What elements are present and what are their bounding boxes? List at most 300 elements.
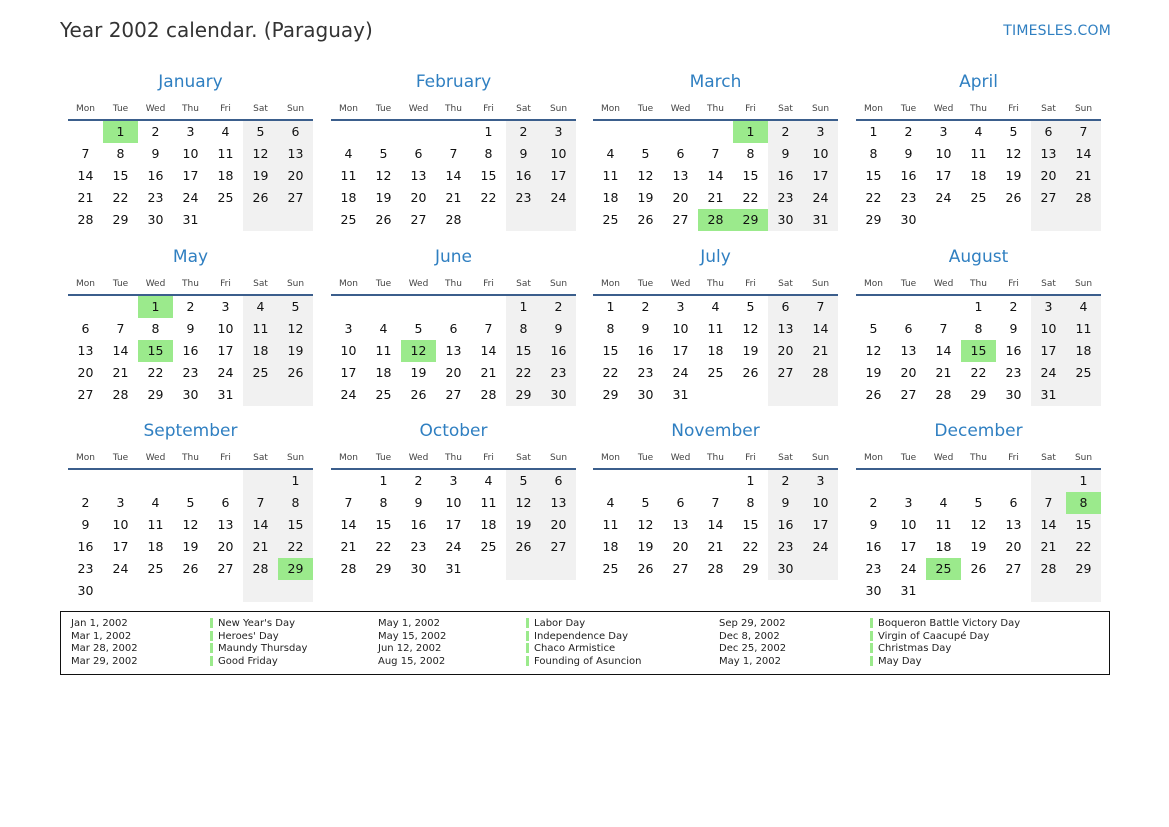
- legend-date: Jan 1, 2002: [71, 618, 128, 629]
- day-cell: 12: [637, 168, 654, 183]
- day-cell: 15: [112, 168, 129, 183]
- day-cell: 12: [252, 146, 269, 161]
- day-cell: 16: [865, 539, 882, 554]
- day-cell: 9: [641, 321, 650, 336]
- weekday-header: Thu: [707, 279, 724, 289]
- day-cell: 16: [637, 343, 654, 358]
- day-cell: 31: [445, 561, 462, 576]
- day-cell: 6: [449, 321, 458, 336]
- day-cell: 4: [606, 146, 615, 161]
- day-cell: 8: [869, 146, 878, 161]
- day-cell: 7: [484, 321, 493, 336]
- day-cell: 1: [484, 124, 493, 139]
- weekday-header: Mon: [339, 279, 358, 289]
- holiday-day-cell: 12: [401, 340, 436, 362]
- day-cell: 27: [445, 387, 462, 402]
- day-cell: 21: [112, 365, 129, 380]
- weekday-header: Fri: [745, 104, 756, 114]
- weekday-header: Fri: [483, 453, 494, 463]
- legend-marker: [210, 643, 213, 653]
- weekday-header: Wed: [670, 279, 691, 289]
- day-cell: 21: [340, 539, 357, 554]
- day-cell: 12: [515, 495, 532, 510]
- day-cell: 12: [375, 168, 392, 183]
- legend-date: Sep 29, 2002: [719, 618, 786, 629]
- day-cell: 10: [812, 146, 829, 161]
- weekday-header: Fri: [220, 104, 231, 114]
- day-cell: 6: [81, 321, 90, 336]
- weekday-header: Wed: [145, 279, 166, 289]
- day-cell: 16: [1005, 343, 1022, 358]
- legend-marker: [210, 631, 213, 641]
- day-cell: 25: [375, 387, 392, 402]
- day-cell: 27: [672, 212, 689, 227]
- day-cell: 21: [707, 539, 724, 554]
- day-cell: 27: [777, 365, 794, 380]
- day-cell: 13: [1040, 146, 1057, 161]
- day-cell: 7: [711, 146, 720, 161]
- day-cell: 13: [217, 517, 234, 532]
- weekday-header: Mon: [339, 453, 358, 463]
- weekday-header: Sun: [811, 453, 830, 463]
- day-cell: 9: [904, 146, 913, 161]
- day-cell: 22: [865, 190, 882, 205]
- day-cell: 27: [217, 561, 234, 576]
- day-cell: 23: [637, 365, 654, 380]
- day-cell: 22: [375, 539, 392, 554]
- day-cell: 23: [515, 190, 532, 205]
- day-cell: 31: [217, 387, 234, 402]
- day-cell: 14: [252, 517, 269, 532]
- weekday-header: Fri: [1008, 453, 1019, 463]
- day-cell: 5: [186, 495, 195, 510]
- weekday-header: Thu: [707, 104, 724, 114]
- holiday-day-cell: 25: [926, 558, 961, 580]
- day-cell: 2: [81, 495, 90, 510]
- day-cell: 8: [291, 495, 300, 510]
- day-cell: 13: [77, 343, 94, 358]
- day-cell: 15: [1075, 517, 1092, 532]
- weekday-header: Thu: [970, 453, 987, 463]
- day-cell: 25: [147, 561, 164, 576]
- day-cell: 28: [77, 212, 94, 227]
- day-cell: 22: [742, 539, 759, 554]
- day-cell: 6: [781, 299, 790, 314]
- day-cell: 26: [970, 561, 987, 576]
- day-cell: 7: [344, 495, 353, 510]
- day-cell: 4: [344, 146, 353, 161]
- site-link[interactable]: TIMESLES.COM: [1003, 23, 1111, 39]
- day-cell: 22: [742, 190, 759, 205]
- weekday-header: Wed: [408, 104, 429, 114]
- day-cell: 17: [445, 517, 462, 532]
- day-cell: 25: [252, 365, 269, 380]
- day-cell: 28: [445, 212, 462, 227]
- day-cell: 19: [287, 343, 304, 358]
- day-cell: 4: [151, 495, 160, 510]
- legend-holiday-name: Maundy Thursday: [218, 643, 308, 655]
- legend-date: May 15, 2002: [378, 630, 447, 642]
- day-cell: 11: [707, 321, 724, 336]
- weekday-header: Sun: [549, 104, 568, 114]
- day-cell: 10: [550, 146, 567, 161]
- day-cell: 14: [445, 168, 462, 183]
- day-cell: 21: [445, 190, 462, 205]
- day-cell: 17: [112, 539, 129, 554]
- weekday-header: Tue: [637, 279, 654, 289]
- day-cell: 19: [375, 190, 392, 205]
- weekday-header: Sun: [1074, 453, 1093, 463]
- day-cell: 26: [865, 387, 882, 402]
- day-cell: 27: [410, 212, 427, 227]
- day-cell: 12: [1005, 146, 1022, 161]
- day-cell: 18: [340, 190, 357, 205]
- day-cell: 14: [1075, 146, 1092, 161]
- weekday-header: Tue: [900, 453, 917, 463]
- legend-name-column: [218, 618, 307, 668]
- holiday-day-cell: 8: [1066, 492, 1101, 514]
- weekday-header: Wed: [408, 279, 429, 289]
- day-cell: 14: [707, 517, 724, 532]
- day-cell: 29: [375, 561, 392, 576]
- day-cell: 13: [1005, 517, 1022, 532]
- day-cell: 1: [974, 299, 983, 314]
- day-cell: 26: [375, 212, 392, 227]
- day-cell: 5: [641, 495, 650, 510]
- day-cell: 13: [672, 168, 689, 183]
- legend-date: Dec 8, 2002: [719, 630, 780, 642]
- day-cell: 27: [550, 539, 567, 554]
- day-cell: 23: [182, 365, 199, 380]
- day-cell: 27: [77, 387, 94, 402]
- day-cell: 3: [449, 473, 458, 488]
- day-cell: 19: [182, 539, 199, 554]
- day-cell: 22: [287, 539, 304, 554]
- weekday-header: Mon: [339, 104, 358, 114]
- page-title: Year 2002 calendar. (Paraguay): [60, 18, 373, 42]
- month-name: February: [415, 72, 492, 92]
- day-cell: 3: [939, 124, 948, 139]
- day-cell: 27: [900, 387, 917, 402]
- weekday-header: Sat: [1041, 104, 1056, 114]
- weekday-header: Thu: [445, 104, 462, 114]
- day-cell: 18: [252, 343, 269, 358]
- day-cell: 28: [812, 365, 829, 380]
- day-cell: 20: [672, 190, 689, 205]
- day-cell: 24: [217, 365, 234, 380]
- weekday-header: Mon: [76, 104, 95, 114]
- day-cell: 19: [410, 365, 427, 380]
- day-cell: 21: [1040, 539, 1057, 554]
- day-cell: 21: [77, 190, 94, 205]
- day-cell: 30: [147, 212, 164, 227]
- day-cell: 29: [602, 387, 619, 402]
- day-cell: 18: [602, 539, 619, 554]
- day-cell: 25: [970, 190, 987, 205]
- day-cell: 8: [746, 495, 755, 510]
- month-name: October: [419, 421, 488, 441]
- day-cell: 20: [445, 365, 462, 380]
- day-cell: 20: [550, 517, 567, 532]
- day-cell: 13: [410, 168, 427, 183]
- weekday-header: Wed: [670, 453, 691, 463]
- weekday-header: Sat: [253, 453, 268, 463]
- day-cell: 6: [291, 124, 300, 139]
- day-cell: 13: [672, 517, 689, 532]
- day-cell: 8: [484, 146, 493, 161]
- day-cell: 2: [641, 299, 650, 314]
- weekday-header: Sun: [1074, 104, 1093, 114]
- day-cell: 15: [742, 168, 759, 183]
- legend-holiday-name: Labor Day: [534, 618, 586, 629]
- day-cell: 2: [781, 124, 790, 139]
- legend-date: May 1, 2002: [378, 618, 441, 629]
- weekday-header: Sun: [286, 104, 305, 114]
- day-cell: 9: [869, 517, 878, 532]
- weekday-header: Tue: [900, 279, 917, 289]
- day-cell: 17: [550, 168, 567, 183]
- weekday-header: Mon: [601, 453, 620, 463]
- weekday-header: Fri: [483, 279, 494, 289]
- day-cell: 14: [1040, 517, 1057, 532]
- day-cell: 14: [340, 517, 357, 532]
- day-cell: 3: [116, 495, 125, 510]
- day-cell: 31: [812, 212, 829, 227]
- day-cell: 12: [182, 517, 199, 532]
- day-cell: 15: [865, 168, 882, 183]
- day-cell: 26: [1005, 190, 1022, 205]
- day-cell: 8: [379, 495, 388, 510]
- day-cell: 28: [112, 387, 129, 402]
- legend-marker: [526, 631, 529, 641]
- day-cell: 20: [900, 365, 917, 380]
- day-cell: 7: [939, 321, 948, 336]
- day-cell: 25: [340, 212, 357, 227]
- day-cell: 28: [707, 561, 724, 576]
- day-cell: 29: [865, 212, 882, 227]
- legend-marker: [210, 618, 213, 628]
- day-cell: 13: [900, 343, 917, 358]
- day-cell: 30: [900, 212, 917, 227]
- month-name: June: [434, 247, 473, 267]
- day-cell: 30: [77, 583, 94, 598]
- legend-date: Aug 15, 2002: [378, 655, 446, 667]
- day-cell: 3: [344, 321, 353, 336]
- weekday-header: Sun: [811, 104, 830, 114]
- day-cell: 20: [217, 539, 234, 554]
- day-cell: 4: [974, 124, 983, 139]
- legend-holiday-name: Founding of Asuncion: [534, 655, 642, 667]
- day-cell: 29: [1075, 561, 1092, 576]
- day-cell: 10: [935, 146, 952, 161]
- day-cell: 29: [112, 212, 129, 227]
- day-cell: 16: [182, 343, 199, 358]
- day-cell: 10: [445, 495, 462, 510]
- day-cell: 1: [379, 473, 388, 488]
- weekday-header: Sat: [516, 279, 531, 289]
- day-cell: 28: [340, 561, 357, 576]
- legend-holiday-name: Christmas Day: [878, 643, 952, 655]
- day-cell: 9: [1009, 321, 1018, 336]
- day-cell: 3: [221, 299, 230, 314]
- legend-color-markers: [526, 618, 529, 668]
- day-cell: 7: [81, 146, 90, 161]
- day-cell: 26: [637, 212, 654, 227]
- day-cell: 30: [637, 387, 654, 402]
- month-name: September: [143, 421, 238, 441]
- day-cell: 28: [935, 387, 952, 402]
- day-cell: 17: [217, 343, 234, 358]
- weekday-header: Sat: [1041, 453, 1056, 463]
- day-cell: 24: [812, 190, 829, 205]
- day-cell: 21: [480, 365, 497, 380]
- day-cell: 5: [414, 321, 423, 336]
- holiday-day-cell: 1: [138, 296, 173, 318]
- weekday-header: Mon: [864, 279, 883, 289]
- day-cell: 2: [781, 473, 790, 488]
- weekday-header: Wed: [670, 104, 691, 114]
- day-cell: 2: [519, 124, 528, 139]
- weekday-header: Tue: [637, 104, 654, 114]
- day-cell: 16: [900, 168, 917, 183]
- legend-date-column: [71, 618, 138, 668]
- day-cell: 6: [1009, 495, 1018, 510]
- day-cell: 1: [1079, 473, 1088, 488]
- day-cell: 3: [554, 124, 563, 139]
- day-cell: 2: [151, 124, 160, 139]
- day-cell: 15: [515, 343, 532, 358]
- day-cell: 8: [519, 321, 528, 336]
- day-cell: 1: [869, 124, 878, 139]
- day-cell: 10: [812, 495, 829, 510]
- day-cell: 18: [707, 343, 724, 358]
- day-cell: 16: [147, 168, 164, 183]
- day-cell: 20: [77, 365, 94, 380]
- day-cell: 1: [606, 299, 615, 314]
- day-cell: 9: [414, 495, 423, 510]
- weekday-header: Tue: [375, 453, 392, 463]
- day-cell: 22: [112, 190, 129, 205]
- weekday-header: Thu: [970, 104, 987, 114]
- day-cell: 9: [781, 146, 790, 161]
- legend-date: Dec 25, 2002: [719, 643, 787, 655]
- weekday-header: Thu: [707, 453, 724, 463]
- legend-color-markers: [210, 618, 213, 668]
- day-cell: 4: [711, 299, 720, 314]
- day-cell: 3: [676, 299, 685, 314]
- day-cell: 10: [182, 146, 199, 161]
- day-cell: 12: [865, 343, 882, 358]
- month-name: November: [671, 421, 760, 441]
- day-cell: 6: [414, 146, 423, 161]
- day-cell: 27: [672, 561, 689, 576]
- day-cell: 4: [1079, 299, 1088, 314]
- day-cell: 5: [641, 146, 650, 161]
- day-cell: 2: [414, 473, 423, 488]
- day-cell: 23: [550, 365, 567, 380]
- day-cell: 31: [182, 212, 199, 227]
- weekday-header: Thu: [182, 453, 199, 463]
- weekday-header: Sat: [1041, 279, 1056, 289]
- weekday-header: Sun: [286, 279, 305, 289]
- day-cell: 26: [742, 365, 759, 380]
- legend-date: Jun 12, 2002: [378, 643, 442, 655]
- holiday-legend: [60, 611, 1110, 675]
- weekday-header: Sun: [549, 453, 568, 463]
- day-cell: 23: [777, 539, 794, 554]
- day-cell: 4: [606, 495, 615, 510]
- day-cell: 20: [777, 343, 794, 358]
- day-cell: 23: [865, 561, 882, 576]
- day-cell: 6: [676, 146, 685, 161]
- day-cell: 14: [480, 343, 497, 358]
- day-cell: 28: [252, 561, 269, 576]
- day-cell: 7: [116, 321, 125, 336]
- day-cell: 26: [637, 561, 654, 576]
- day-cell: 30: [182, 387, 199, 402]
- day-cell: 24: [812, 539, 829, 554]
- legend-date-column: [719, 618, 786, 668]
- day-cell: 26: [182, 561, 199, 576]
- day-cell: 4: [484, 473, 493, 488]
- day-cell: 9: [519, 146, 528, 161]
- day-cell: 24: [1040, 365, 1057, 380]
- day-cell: 5: [746, 299, 755, 314]
- day-cell: 25: [217, 190, 234, 205]
- day-cell: 9: [781, 495, 790, 510]
- legend-date: May 1, 2002: [719, 655, 782, 667]
- weekday-header: Fri: [220, 453, 231, 463]
- day-cell: 4: [379, 321, 388, 336]
- day-cell: 1: [746, 473, 755, 488]
- day-cell: 12: [287, 321, 304, 336]
- day-cell: 18: [480, 517, 497, 532]
- weekday-header: Tue: [375, 104, 392, 114]
- day-cell: 21: [1075, 168, 1092, 183]
- weekday-header: Mon: [76, 279, 95, 289]
- weekday-header: Sat: [778, 279, 793, 289]
- day-cell: 11: [217, 146, 234, 161]
- weekday-header: Mon: [76, 453, 95, 463]
- day-cell: 6: [676, 495, 685, 510]
- weekday-header: Wed: [145, 104, 166, 114]
- day-cell: 26: [252, 190, 269, 205]
- day-cell: 11: [375, 343, 392, 358]
- holiday-day-cell: 29: [733, 209, 768, 231]
- day-cell: 15: [602, 343, 619, 358]
- day-cell: 16: [77, 539, 94, 554]
- day-cell: 15: [742, 517, 759, 532]
- day-cell: 28: [1075, 190, 1092, 205]
- weekday-header: Sun: [549, 279, 568, 289]
- weekday-header: Sat: [253, 104, 268, 114]
- legend-date-column: [378, 618, 446, 668]
- holiday-day-cell: 15: [961, 340, 996, 362]
- day-cell: 17: [812, 168, 829, 183]
- day-cell: 30: [1005, 387, 1022, 402]
- legend-holiday-name: Chaco Armistice: [534, 643, 616, 655]
- day-cell: 21: [935, 365, 952, 380]
- weekday-header: Thu: [445, 453, 462, 463]
- legend-holiday-name: Good Friday: [218, 655, 278, 667]
- day-cell: 29: [742, 561, 759, 576]
- month-name: December: [934, 421, 1023, 441]
- day-cell: 24: [112, 561, 129, 576]
- day-cell: 9: [81, 517, 90, 532]
- weekday-header: Thu: [970, 279, 987, 289]
- day-cell: 30: [550, 387, 567, 402]
- weekday-header: Sat: [778, 104, 793, 114]
